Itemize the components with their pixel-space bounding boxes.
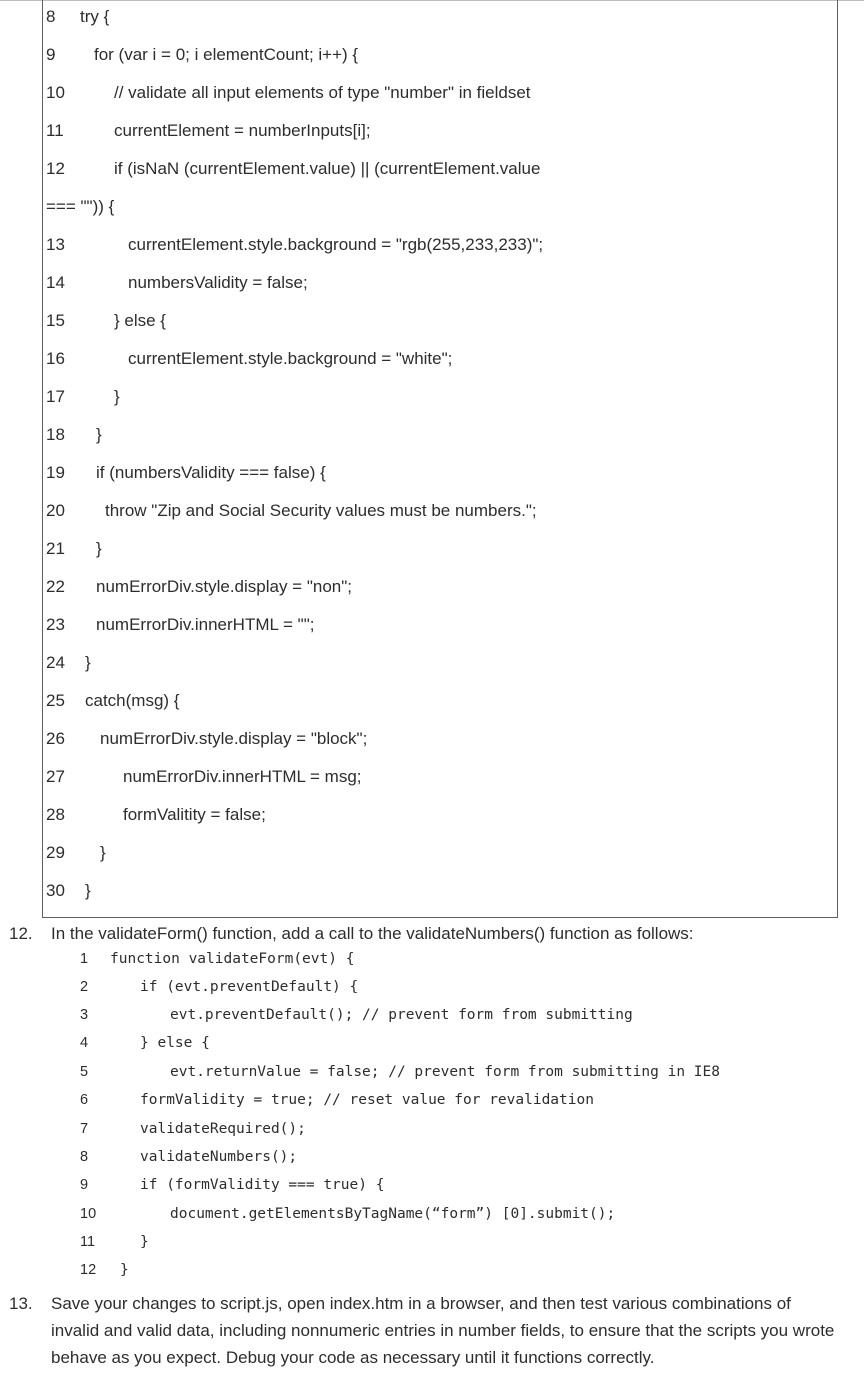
code-line: [43, 7, 833, 37]
line-number: 22: [46, 577, 65, 596]
line-number: 3: [80, 1007, 89, 1023]
code-text: document.getElementsByTagName(“form”) [0].submit();: [170, 1206, 616, 1222]
code-line: [43, 425, 833, 455]
line-number: 9: [80, 1177, 89, 1193]
step-12: [9, 920, 849, 948]
code-text: evt.preventDefault(); // prevent form from submitting: [170, 1007, 633, 1023]
line-number: 16: [46, 349, 65, 368]
code-text: numbersValidity = false;: [128, 273, 308, 292]
code-line: [43, 463, 833, 493]
code-text: }: [96, 425, 102, 444]
code-text: try {: [80, 7, 110, 26]
code-line: [43, 501, 833, 531]
code-line: [0, 1206, 840, 1228]
code-text: validateRequired();: [140, 1121, 306, 1137]
code-text: if (isNaN (currentElement.value) || (currentElement.value: [114, 159, 541, 178]
code-text: currentElement = numberInputs[i];: [114, 121, 371, 140]
code-text: if (numbersValidity === false) {: [96, 463, 326, 482]
code-text: currentElement.style.background = "white";: [128, 349, 453, 368]
code-line: [43, 805, 833, 835]
line-number: 30: [46, 881, 65, 900]
code-text: }: [120, 1262, 129, 1278]
code-line: [0, 1035, 840, 1057]
code-text: // validate all input elements of type "number" in fieldset: [114, 83, 531, 102]
code-line: [43, 843, 833, 873]
code-line: [43, 577, 833, 607]
code-line: [43, 767, 833, 797]
line-number: 11: [46, 121, 64, 140]
line-number: 20: [46, 501, 65, 520]
line-number: 27: [46, 767, 65, 786]
step-12-number: 12.: [9, 924, 33, 943]
code-text: formValidity = true; // reset value for revalidation: [140, 1092, 594, 1108]
line-number: 1: [80, 951, 89, 967]
code-text: throw "Zip and Social Security values must be numbers.";: [105, 501, 537, 520]
line-number: 4: [80, 1035, 89, 1051]
code-line: [43, 45, 833, 75]
code-text: function validateForm(evt) {: [110, 951, 355, 967]
code-text: } else {: [114, 311, 166, 330]
code-line: [0, 1262, 840, 1284]
code-line: [43, 273, 833, 303]
line-number: 8: [46, 7, 56, 26]
step-13-text: Save your changes to script.js, open index.htm in a browser, and then test various combinations of invalid and valid data, including nonnumeric entries in number fields, to ensure that the scripts you wrote behave as you expect. Debug your code as necessary until it functions correctly.: [51, 1294, 835, 1367]
line-number: 12: [80, 1262, 97, 1278]
line-number: 10: [46, 83, 65, 102]
code-line: [43, 691, 833, 721]
line-number: 25: [46, 691, 65, 710]
line-number: 21: [46, 539, 65, 558]
code-line: [0, 1121, 840, 1143]
code-text: }: [114, 387, 120, 406]
code-line: [43, 121, 833, 151]
line-number: 12: [46, 159, 65, 178]
line-number: 9: [46, 45, 56, 64]
code-line: [43, 881, 833, 911]
code-text: }: [96, 539, 102, 558]
code-text: }: [100, 843, 106, 862]
line-number: 15: [46, 311, 65, 330]
code-text: }: [85, 881, 91, 900]
code-line: [43, 349, 833, 379]
code-line: [0, 1234, 840, 1256]
line-number: 10: [80, 1206, 97, 1222]
code-listing-box: [42, 0, 838, 918]
line-number: 28: [46, 805, 65, 824]
line-number: 5: [80, 1064, 89, 1080]
line-number: 26: [46, 729, 65, 748]
code-text: if (evt.preventDefault) {: [140, 979, 359, 995]
code-line: [43, 615, 833, 645]
line-number: 2: [80, 979, 89, 995]
line-number: 6: [80, 1092, 89, 1108]
line-number: 24: [46, 653, 65, 672]
line-number: 23: [46, 615, 65, 634]
code-line: [43, 83, 833, 113]
code-line: [0, 1149, 840, 1171]
line-number: 13: [46, 235, 65, 254]
line-number: 29: [46, 843, 65, 862]
code-line: [0, 979, 840, 1001]
line-number: 17: [46, 387, 65, 406]
code-text: numErrorDiv.innerHTML = msg;: [123, 767, 362, 786]
code-line: [43, 197, 833, 227]
line-number: 11: [80, 1234, 96, 1250]
code-text: for (var i = 0; i elementCount; i++) {: [94, 45, 359, 64]
code-text: catch(msg) {: [85, 691, 180, 710]
code-text: } else {: [140, 1035, 210, 1051]
line-number: 8: [80, 1149, 89, 1165]
code-line: [0, 1064, 840, 1086]
code-line: [43, 729, 833, 759]
code-text: numErrorDiv.style.display = "non";: [96, 577, 352, 596]
step-12-text: In the validateForm() function, add a call to the validateNumbers() function as follows:: [51, 924, 694, 943]
line-number: 19: [46, 463, 65, 482]
code-line: [43, 235, 833, 265]
code-line: [0, 1007, 840, 1029]
step-13-number: 13.: [9, 1294, 33, 1313]
step-13: [9, 1290, 849, 1372]
code-line: [43, 159, 833, 189]
code-line: [43, 653, 833, 683]
code-text: numErrorDiv.innerHTML = "";: [96, 615, 315, 634]
code-text: formValitity = false;: [123, 805, 266, 824]
code-line: [0, 1177, 840, 1199]
code-line: [0, 951, 840, 973]
code-text: }: [85, 653, 91, 672]
line-number: 7: [80, 1121, 89, 1137]
code-line: [43, 539, 833, 569]
code-text: === "")) {: [46, 197, 115, 216]
line-number: 18: [46, 425, 65, 444]
code-line: [43, 387, 833, 417]
code-text: currentElement.style.background = "rgb(255,233,233)";: [128, 235, 544, 254]
code-text: if (formValidity === true) {: [140, 1177, 385, 1193]
code-line: [43, 311, 833, 341]
line-number: 14: [46, 273, 65, 292]
code-text: evt.returnValue = false; // prevent form from submitting in IE8: [170, 1064, 720, 1080]
code-text: numErrorDiv.style.display = "block";: [100, 729, 368, 748]
code-line: [0, 1092, 840, 1114]
code-text: validateNumbers();: [140, 1149, 298, 1165]
code-text: }: [140, 1234, 149, 1250]
